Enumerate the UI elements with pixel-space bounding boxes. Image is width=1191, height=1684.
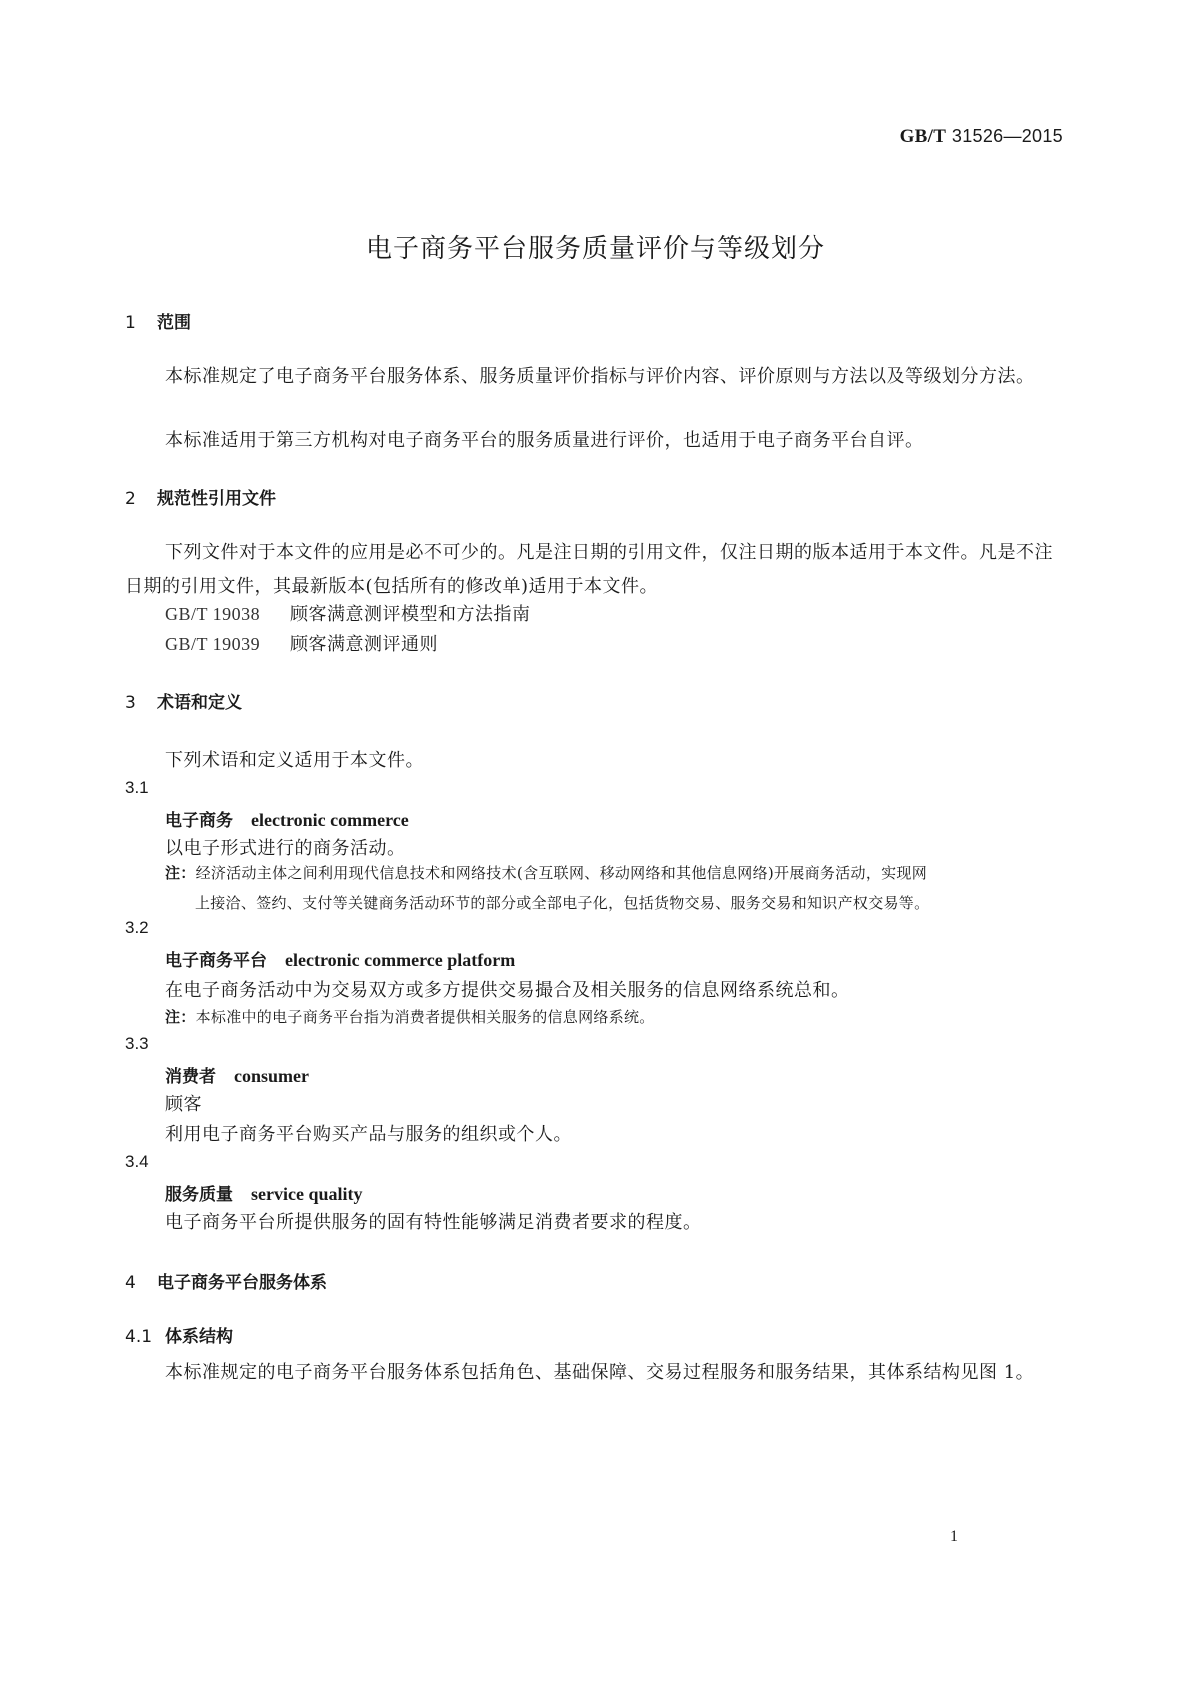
- references-paragraph: 下列文件对于本文件的应用是必不可少的。凡是注日期的引用文件，仅注日期的版本适用于本文件。凡是不注日期的引用文件，其最新版本(包括所有的修改单)适用于本文件。: [125, 542, 1053, 597]
- note-label: 注：: [165, 864, 196, 882]
- reference-item: [165, 630, 438, 656]
- clause-number: 3.2: [125, 918, 149, 937]
- term-en: electronic commerce: [251, 810, 409, 830]
- term-definition: 以电子形式进行的商务活动。: [165, 838, 406, 859]
- term-definition: 电子商务平台所提供服务的固有特性能够满足消费者要求的程度。: [165, 1212, 702, 1233]
- clause-number: 3.4: [125, 1152, 149, 1171]
- section-title: 规范性引用文件: [157, 489, 276, 509]
- section-3-heading: [125, 688, 242, 713]
- section-4-1-heading: [125, 1322, 233, 1347]
- term-synonym: 顾客: [165, 1094, 202, 1115]
- note-text: 经济活动主体之间利用现代信息技术和网络技术(含互联网、移动网络和其他信息网络)开展商务活动，实现网: [195, 864, 928, 882]
- section-4-heading: [125, 1268, 327, 1293]
- section-title: 体系结构: [165, 1327, 233, 1347]
- term-heading: [165, 1180, 362, 1205]
- term-zh: 电子商务: [165, 811, 233, 831]
- paragraph-text: 本标准规定了电子商务平台服务体系、服务质量评价指标与评价内容、评价原则与方法以及等级划分方法。: [165, 366, 1035, 387]
- clause-number: 3.3: [125, 1034, 149, 1053]
- reference-title: 顾客满意测评通则: [290, 634, 438, 655]
- term-note: [165, 1002, 1065, 1032]
- section-number: 1: [125, 313, 136, 333]
- term-zh: 消费者: [165, 1067, 216, 1087]
- term-en: service quality: [251, 1184, 363, 1204]
- scope-paragraph-2: 本标准适用于第三方机构对电子商务平台的服务质量进行评价，也适用于电子商务平台自评。: [165, 430, 924, 451]
- section-number: 4: [125, 1273, 136, 1293]
- section-number: 3: [125, 693, 136, 713]
- section-2-heading: [125, 484, 276, 509]
- reference-item: [165, 600, 531, 626]
- reference-code: GB/T 19038: [165, 604, 261, 624]
- section-title: 术语和定义: [157, 693, 242, 713]
- document-title: 电子商务平台服务质量评价与等级划分: [365, 234, 825, 264]
- section-number: 2: [125, 489, 136, 509]
- reference-code: GB/T 19039: [165, 634, 261, 654]
- term-en: electronic commerce platform: [285, 950, 516, 970]
- section-title: 电子商务平台服务体系: [157, 1273, 327, 1293]
- term-heading: [165, 1062, 309, 1087]
- note-text: 本标准中的电子商务平台指为消费者提供相关服务的信息网络系统。: [195, 1008, 655, 1026]
- standard-code: [900, 126, 1063, 148]
- structure-paragraph: 本标准规定的电子商务平台服务体系包括角色、基础保障、交易过程服务和服务结果，其体系结构见图 1。: [165, 1362, 1035, 1383]
- page-number: 1: [950, 1528, 958, 1545]
- term-heading: [165, 806, 409, 831]
- term-definition: 在电子商务活动中为交易双方或多方提供交易撮合及相关服务的信息网络系统总和。: [165, 980, 850, 1001]
- terms-intro: 下列术语和定义适用于本文件。: [165, 750, 424, 771]
- section-1-heading: [125, 308, 191, 333]
- standard-prefix: GB/T: [899, 126, 947, 147]
- note-text-continued: 上接洽、签约、支付等关键商务活动环节的部分或全部电子化，包括货物交易、服务交易和知识产权交易等。: [195, 894, 930, 912]
- term-note: [165, 858, 1065, 918]
- term-zh: 电子商务平台: [165, 951, 267, 971]
- section-title: 范围: [157, 313, 191, 333]
- term-en: consumer: [234, 1066, 309, 1086]
- section-number: 4.1: [125, 1327, 153, 1347]
- reference-title: 顾客满意测评模型和方法指南: [290, 604, 531, 625]
- term-heading: [165, 946, 515, 971]
- clause-number: 3.1: [125, 778, 149, 797]
- note-label: 注：: [165, 1008, 196, 1026]
- term-zh: 服务质量: [165, 1185, 233, 1205]
- term-definition: 利用电子商务平台购买产品与服务的组织或个人。: [165, 1124, 572, 1145]
- standard-number: 31526—2015: [951, 126, 1063, 146]
- scope-paragraph-1: [125, 360, 1060, 394]
